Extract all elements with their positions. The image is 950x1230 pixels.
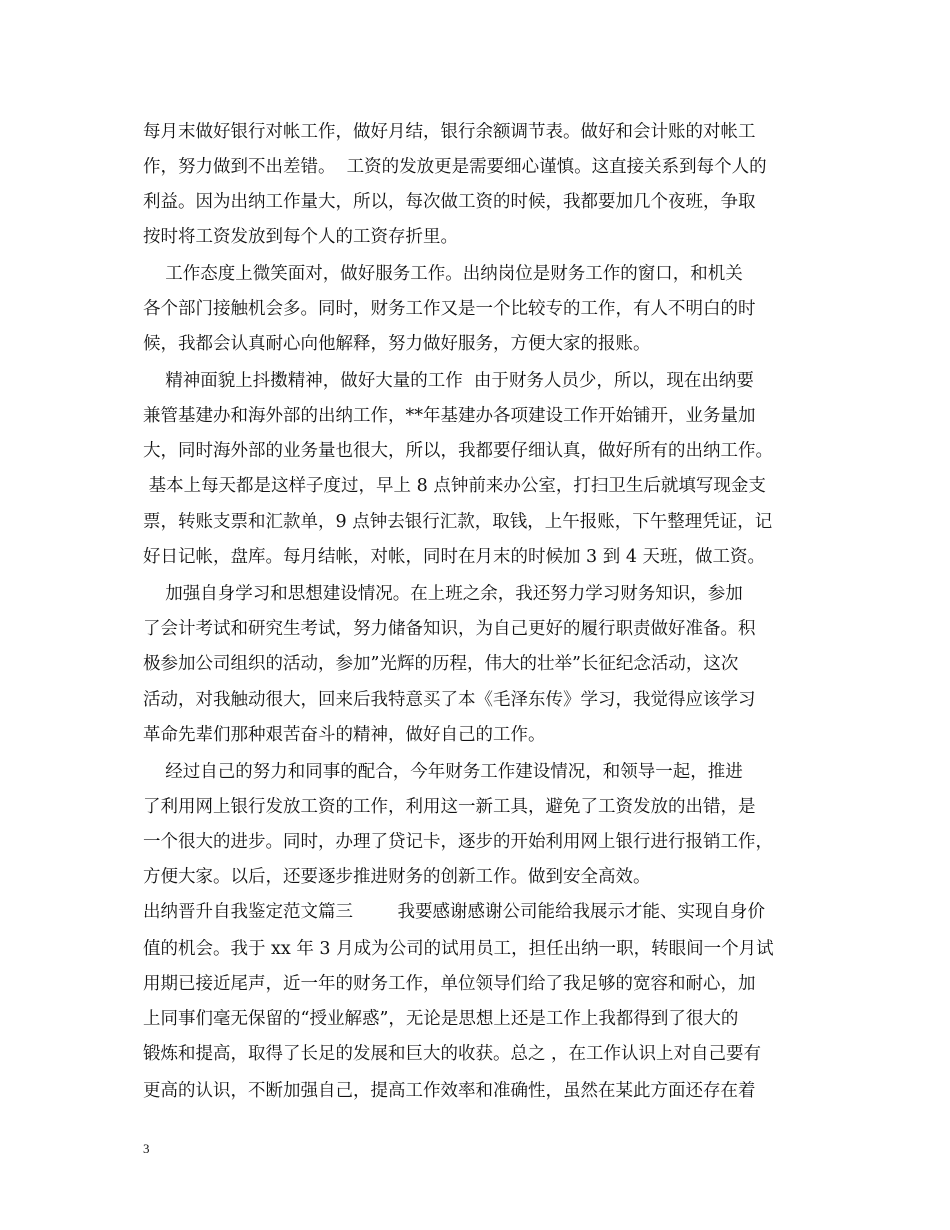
text-line: 票，转账支票和汇款单，9 点钟去银行汇款，取钱，上午报账，下午整理凭证，记: [143, 512, 773, 532]
text-line: 极参加公司组织的活动，参加”光辉的历程，伟大的壮举”长征纪念活动，这次: [143, 654, 739, 674]
text-line: 更高的认识，不断加强自己，提高工作效率和准确性，虽然在某此方面还存在着: [143, 1081, 756, 1101]
text-line: 一个很大的进步。同时，办理了贷记卡，逐步的开始利用网上银行进行报销工作，: [143, 832, 773, 852]
text-line: 作，努力做到不出差错。 工资的发放更是需要细心谨慎。这直接关系到每个人的: [143, 157, 767, 177]
text-line: 活动，对我触动很大，回来后我特意买了本《毛泽东传》学习，我觉得应该学习: [143, 690, 756, 710]
text-line: 经过自己的努力和同事的配合，今年财务工作建设情况，和领导一起，推进: [143, 762, 743, 782]
text-line: 基本上每天都是这样子度过，早上 8 点钟前来办公室，打扫卫生后就填写现金支: [143, 476, 766, 496]
text-line: 方便大家。以后，还要逐步推进财务的创新工作。做到安全高效。: [143, 867, 651, 887]
text-line: 候，我都会认真耐心向他解释，努力做好服务，方便大家的报账。: [143, 334, 651, 354]
text-line: 按时将工资发放到每个人的工资存折里。: [143, 227, 458, 247]
text-line: 值的机会。我于 xx 年 3 月成为公司的试用员工，担任出纳一职，转眼间一个月试: [143, 939, 774, 959]
text-line: 大，同时海外部的业务量也很大，所以，我都要仔细认真，做好所有的出纳工作。: [143, 441, 773, 461]
text-line: 每月末做好银行对帐工作，做好月结，银行余额调节表。做好和会计账的对帐工: [143, 122, 756, 142]
text-line: 革命先辈们那种艰苦奋斗的精神，做好自己的工作。: [143, 725, 546, 745]
text-line: 兼管基建办和海外部的出纳工作，**年基建办各项建设工作开始铺开，业务量加: [143, 406, 756, 426]
text-line: 用期已接近尾声，近一年的财务工作，单位领导们给了我足够的宽容和耐心，加: [143, 974, 756, 994]
page-number: 3: [143, 1141, 150, 1156]
text-line: 工作态度上微笑面对，做好服务工作。出纳岗位是财务工作的窗口，和机关: [143, 264, 743, 284]
text-line: 锻炼和提高，取得了长足的发展和巨大的收获。总之 ，在工作认识上对自己要有: [143, 1044, 762, 1064]
text-line: 各个部门接触机会多。同时，财务工作又是一个比较专的工作，有人不明白的时: [143, 299, 756, 319]
text-line: 加强自身学习和思想建设情况。在上班之余，我还努力学习财务知识，参加: [143, 584, 743, 604]
text-line: 精神面貌上抖擞精神，做好大量的工作 由于财务人员少，所以，现在出纳要: [143, 371, 754, 391]
text-line: 了利用网上银行发放工资的工作，利用这一新工具，避免了工资发放的出错，是: [143, 797, 756, 817]
text-line: 出纳晋升自我鉴定范文篇三 我要感谢感谢公司能给我展示才能、实现自身价: [143, 902, 765, 922]
text-line: 利益。因为出纳工作量大，所以，每次做工资的时候，我都要加几个夜班，争取: [143, 192, 756, 212]
text-line: 了会计考试和研究生考试，努力储备知识，为自己更好的履行职责做好准备。积: [143, 619, 756, 639]
text-line: 上同事们毫无保留的“授业解惑”，无论是思想上还是工作上我都得到了很大的: [143, 1009, 739, 1029]
text-line: 好日记帐，盘库。每月结帐，对帐，同时在月末的时候加 3 到 4 天班，做工资。: [143, 547, 766, 567]
